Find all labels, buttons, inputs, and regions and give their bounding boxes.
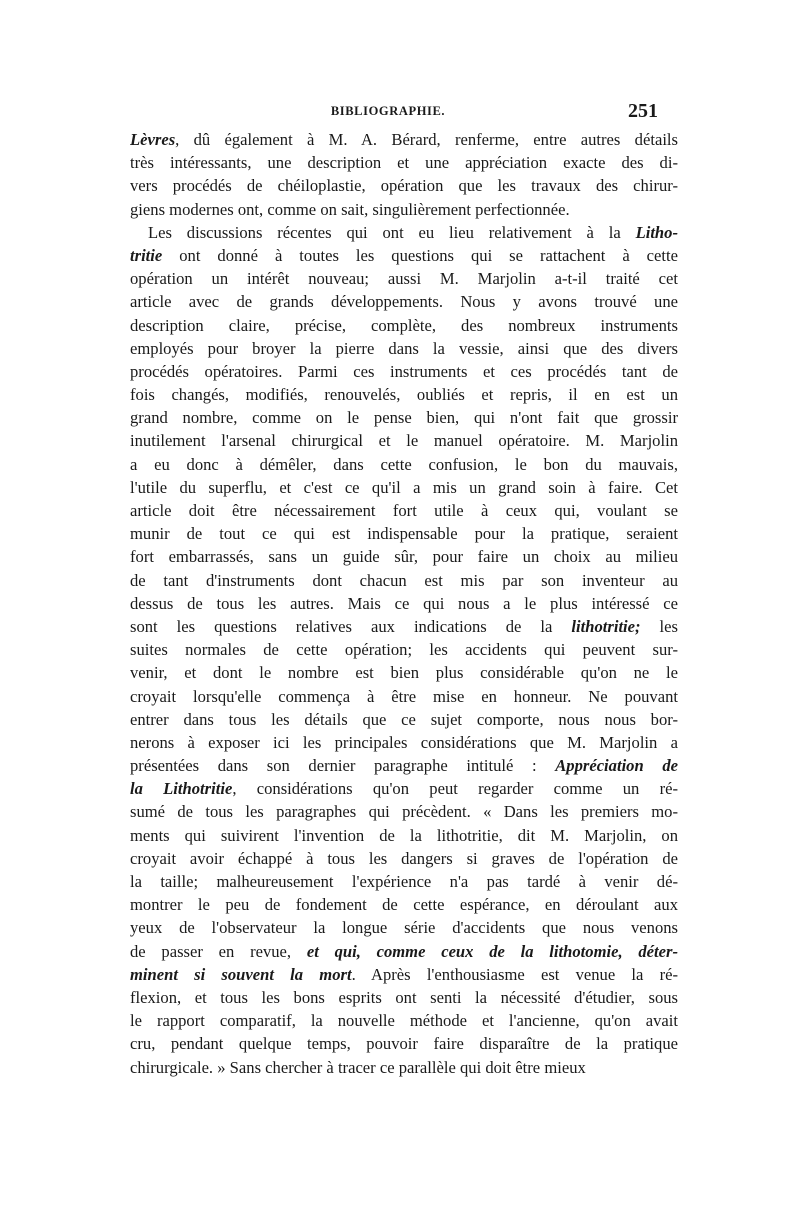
text-line [130, 1032, 678, 1055]
body-text [130, 128, 678, 1079]
text-run: article doit être nécessairement fort utile à ceux qui, voulant se [130, 501, 678, 520]
text-run: sumé de tous les paragraphes qui précèdent. « Dans les premiers mo- [130, 802, 678, 822]
italic-run: Lèvres [130, 130, 176, 149]
text-line [130, 800, 678, 823]
text-run: cru, pendant quelque temps, pouvoir faire disparaître de la pratique [130, 1034, 678, 1054]
text-run: ont donné à toutes les questions qui se rattachent à cette [162, 245, 678, 265]
italic-run: la Lithotritie [130, 779, 233, 799]
text-run: venir, et dont le nombre est bien plus considérable qu'on ne le [130, 663, 678, 683]
italic-run: et qui, comme ceux de la lithotomie, déter- [306, 941, 678, 961]
text-line [130, 569, 678, 592]
text-line [130, 754, 678, 777]
text-line [130, 870, 678, 893]
text-run: a eu donc à démêler, dans cette confusion, le bon du mauvais, [130, 454, 678, 474]
text-line [130, 267, 678, 290]
text-line [130, 314, 678, 337]
text-run: l'utile du superflu, et c'est ce qu'il a mis un grand soin à faire. Cet [130, 477, 678, 497]
text-line [130, 708, 678, 731]
text-line [130, 986, 678, 1009]
text-run: , considérations qu'on peut regarder comme un ré- [232, 779, 678, 799]
text-run: croyait avoir échappé à tous les dangers si graves de l'opération de [130, 848, 678, 868]
text-line [130, 174, 678, 197]
text-line [130, 661, 678, 684]
text-run: chirurgicale. » Sans chercher à tracer ce parallèle qui doit être mieux [130, 1057, 586, 1077]
text-line [130, 940, 678, 963]
text-run: fort embarrassés, sans un guide sûr, pour faire un choix au milieu [130, 547, 678, 567]
text-run: croyait lorsqu'elle commença à être mise en honneur. Ne pouvant [130, 686, 678, 706]
text-line [130, 963, 678, 986]
text-line [130, 290, 678, 313]
text-line [130, 406, 678, 429]
text-line [130, 476, 678, 499]
text-run: giens modernes ont, comme on sait, singulièrement perfectionnée. [130, 199, 570, 219]
text-run: , dû également à M. A. Bérard, renferme, entre autres détails [175, 130, 678, 149]
text-run: de tant d'instruments dont chacun est mis par son inventeur au [130, 570, 678, 590]
text-run: Les discussions récentes qui ont eu lieu relativement à la [148, 222, 636, 242]
text-line [130, 244, 678, 267]
text-line [130, 221, 678, 244]
text-run: flexion, et tous les bons esprits ont senti la nécessité d'étudier, sous [130, 987, 678, 1007]
text-run: très intéressants, une description et une appréciation exacte des di- [130, 153, 678, 173]
text-run: sont les questions relatives aux indications de la [130, 616, 572, 636]
text-line [130, 198, 678, 221]
running-title: BIBLIOGRAPHIE. [330, 104, 446, 118]
text-run: ments qui suivirent l'invention de la lithotritie, dit M. Marjolin, on [130, 825, 678, 845]
text-run: article avec de grands développements. Nous y avons trouvé une [130, 292, 678, 312]
text-line [130, 522, 678, 545]
text-line [130, 429, 678, 452]
text-run: nerons à exposer ici les principales considérations que M. Marjolin a [130, 732, 678, 752]
page-number: 251 [628, 100, 658, 122]
text-run: montrer le peu de fondement de cette espérance, en déroulant aux [130, 895, 678, 915]
text-run: opération un intérêt nouveau; aussi M. Marjolin a-t-il traité cet [130, 269, 678, 289]
text-run: les [640, 616, 678, 636]
text-line [130, 731, 678, 754]
italic-run: Litho- [635, 222, 678, 242]
text-run: employés pour broyer la pierre dans la vessie, ainsi que des divers [130, 338, 678, 358]
text-line [130, 453, 678, 476]
text-line [130, 615, 678, 638]
text-run: dessus de tous les autres. Mais ce qui nous a le plus intéressé ce [130, 593, 678, 613]
text-run: présentées dans son dernier paragraphe intitulé : [130, 756, 556, 776]
text-run: entrer dans tous les détails que ce sujet comporte, nous nous bor- [130, 709, 678, 729]
italic-run: minent si souvent la mort [130, 964, 352, 984]
text-run: vers procédés de chéiloplastie, opération que les travaux des chirur- [130, 176, 678, 196]
text-line [130, 847, 678, 870]
text-line [130, 916, 678, 939]
text-line [130, 824, 678, 847]
text-run: suites normales de cette opération; les accidents qui peuvent sur- [130, 640, 678, 660]
text-line [130, 383, 678, 406]
text-run: procédés opératoires. Parmi ces instruments et ces procédés tant de [130, 361, 678, 381]
text-line [130, 337, 678, 360]
text-line [130, 1056, 678, 1079]
text-run: fois changés, modifiés, renouvelés, oubliés et repris, il en est un [130, 385, 678, 405]
text-run: de passer en revue, [130, 941, 307, 961]
text-line [130, 128, 678, 151]
text-run: inutilement l'arsenal chirurgical et le manuel opératoire. M. Marjolin [130, 431, 678, 451]
italic-run: Appréciation de [555, 756, 678, 776]
text-line [130, 151, 678, 174]
text-line [130, 499, 678, 522]
text-run: yeux de l'observateur la longue série d'accidents que nous venons [130, 918, 678, 938]
running-head [118, 100, 658, 124]
text-line [130, 893, 678, 916]
text-line [130, 777, 678, 800]
text-run: la taille; malheureusement l'expérience n'a pas tardé à venir dé- [130, 872, 678, 891]
italic-run: tritie [130, 245, 163, 265]
text-run: . Après l'enthousiasme est venue la ré- [351, 964, 678, 984]
italic-run: lithotritie; [571, 616, 641, 636]
text-run: le rapport comparatif, la nouvelle méthode et l'ancienne, qu'on avait [130, 1011, 678, 1031]
text-run: description claire, précise, complète, des nombreux instruments [130, 315, 678, 335]
text-line [130, 360, 678, 383]
text-run: munir de tout ce qui est indispensable pour la pratique, seraient [130, 524, 678, 544]
text-line [130, 1009, 678, 1032]
text-line [130, 638, 678, 661]
text-line [130, 545, 678, 568]
text-line [130, 685, 678, 708]
text-line [130, 592, 678, 615]
text-run: grand nombre, comme on le pense bien, qui n'ont fait que grossir [130, 408, 678, 428]
